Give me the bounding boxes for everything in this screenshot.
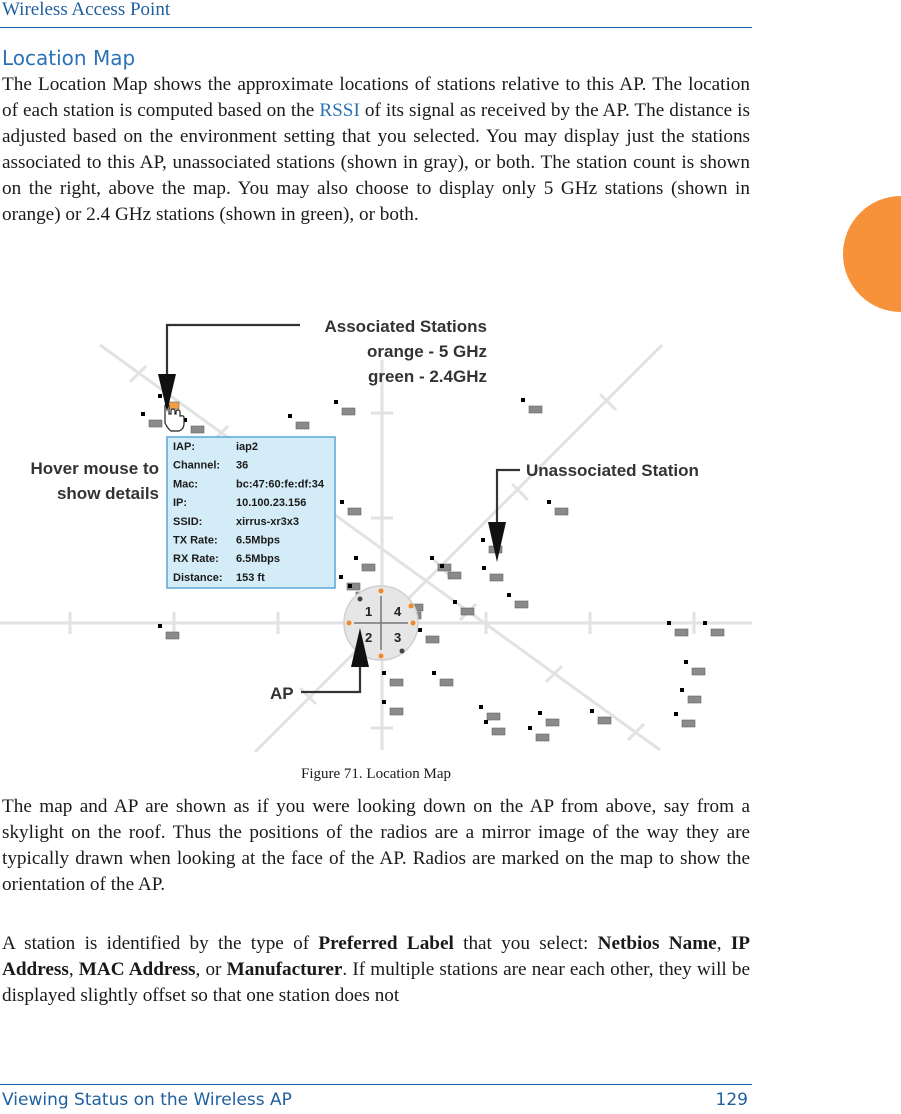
station-dot — [684, 660, 688, 664]
intro-paragraph — [2, 72, 750, 228]
map-orientation-paragraph: The map and AP are shown as if you were looking down on the AP from above, say from a skylight on the roof. Thus the positions of the radios are a mirror image of the way they are typically drawn when looking at the face of the AP. Radios are marked on the map to show the orientation of the AP. — [2, 796, 750, 895]
radio-label-4: 4 — [394, 604, 402, 619]
rssi-link[interactable]: RSSI — [319, 100, 360, 121]
station-dot — [680, 688, 684, 692]
preferred-label-term: Preferred Label — [318, 933, 454, 954]
unassociated-station-icon[interactable] — [448, 572, 461, 579]
intro-text-1: The Location Map shows the approximate locations of stations relative to this AP. The location of each station is computed based on the — [2, 74, 750, 121]
station-dot — [334, 400, 338, 404]
label-text-3: . If multiple stations are near each other, they will be displayed slightly offset so that one station does not — [2, 959, 751, 1006]
unassociated-station-icon[interactable] — [390, 679, 403, 686]
station-dot — [674, 712, 678, 716]
tooltip-value: 10.100.23.156 — [236, 497, 307, 510]
unassociated-station-icon[interactable] — [461, 608, 474, 615]
label-sep-2: , — [68, 959, 79, 980]
tooltip-panel — [167, 437, 335, 588]
station-dot — [382, 671, 386, 675]
station-dot — [158, 624, 162, 628]
section-title: Location Map — [2, 46, 136, 70]
station-dot — [354, 556, 358, 560]
preferred-label-paragraph — [2, 931, 750, 1009]
tooltip-key: IP: — [173, 497, 188, 510]
station-dot — [453, 600, 457, 604]
unassociated-station-icon[interactable] — [529, 406, 542, 413]
station-dot — [590, 709, 594, 713]
station-dot — [547, 500, 551, 504]
unassociated-station-icon[interactable] — [688, 696, 701, 703]
station-dot — [418, 628, 422, 632]
station-dot — [479, 705, 483, 709]
header-rule — [0, 27, 752, 28]
ap-icon[interactable] — [344, 586, 418, 660]
unassociated-station-icon[interactable] — [546, 719, 559, 726]
unassociated-station-icon[interactable] — [490, 574, 503, 581]
chapter-tab-marker — [843, 196, 901, 312]
unassociated-station-icon[interactable] — [348, 508, 361, 515]
figure-caption: Figure 71. Location Map — [301, 766, 451, 782]
station-dot — [521, 398, 525, 402]
tooltip-value: iap2 — [236, 441, 259, 453]
tooltip-key: TX Rate: — [173, 534, 218, 547]
hover-label-line2: show details — [56, 484, 159, 503]
unassociated-station-icon[interactable] — [536, 734, 549, 741]
unassociated-station-icon[interactable] — [692, 668, 705, 675]
associated-stations-label: Associated Stations — [324, 317, 487, 336]
tooltip-value: 36 — [236, 459, 249, 472]
unassociated-station-icon[interactable] — [492, 728, 505, 735]
station-dot — [484, 720, 488, 724]
station-dot — [528, 726, 532, 730]
station-dot — [348, 584, 352, 588]
station-dot — [430, 556, 434, 560]
hover-label-line1: Hover mouse to — [30, 459, 159, 478]
orange-5ghz-label: orange - 5 GHz — [367, 342, 487, 361]
unassociated-station-icon[interactable] — [390, 708, 403, 715]
unassociated-station-icon[interactable] — [515, 601, 528, 608]
station-dot — [382, 700, 386, 704]
label-text-2: that you select: — [453, 933, 598, 954]
tooltip-value: 6.5Mbps — [236, 534, 281, 547]
tooltip-key: Mac: — [173, 478, 199, 491]
tooltip-value: 153 ft — [236, 571, 265, 584]
tooltip-value: xirrus-xr3x3 — [236, 515, 299, 528]
tooltip-key: RX Rate: — [173, 553, 219, 566]
station-dot — [141, 412, 145, 416]
station-dot — [339, 575, 343, 579]
footer-section-title: Viewing Status on the Wireless AP — [2, 1090, 292, 1110]
unassociated-station-icon[interactable] — [149, 420, 162, 427]
tooltip-key: Distance: — [173, 571, 223, 584]
unassociated-station-icon[interactable] — [426, 636, 439, 643]
manufacturer-term: Manufacturer — [226, 959, 343, 980]
green-24ghz-label: green - 2.4GHz — [367, 367, 487, 386]
tooltip-key: IAP: — [173, 441, 195, 453]
footer-rule — [0, 1084, 752, 1085]
station-dot — [482, 566, 486, 570]
station-dot — [288, 414, 292, 418]
station-dot — [158, 394, 162, 398]
tooltip-key: SSID: — [173, 515, 203, 528]
station-dot — [440, 564, 444, 568]
unassociated-station-icon[interactable] — [711, 629, 724, 636]
ip-address-term: IP Address — [2, 933, 750, 980]
intro-text-2: of its signal as received by the AP. The distance is adjusted based on the environment setting that you selected. You may display just the stations associated to this AP, unassociated stations (shown in gray), or both. The station count is shown on the right, above the map. You may also choose to display only 5 GHz stations (shown in orange) or 2.4 GHz stations (shown in green), or both. — [2, 100, 750, 225]
tooltip-value: 6.5Mbps — [236, 553, 281, 566]
station-dot — [481, 538, 485, 542]
location-map-figure — [0, 290, 760, 760]
station-dot — [432, 671, 436, 675]
mac-address-term: MAC Address — [78, 959, 196, 980]
unassociated-station-label: Unassociated Station — [526, 461, 699, 480]
station-dot — [538, 711, 542, 715]
netbios-name-term: Netbios Name — [597, 933, 717, 954]
radio-label-3: 3 — [394, 630, 402, 645]
unassociated-station-icon[interactable] — [166, 632, 179, 639]
unassociated-station-icon[interactable] — [440, 679, 453, 686]
label-text-1: A station is identified by the type of — [2, 933, 319, 954]
radio-label-1: 1 — [365, 604, 373, 619]
unassociated-station-icon[interactable] — [438, 564, 451, 571]
tooltip-key: Channel: — [173, 459, 221, 472]
page-number: 129 — [715, 1090, 748, 1110]
station-dot — [340, 500, 344, 504]
unassociated-station-icon[interactable] — [191, 426, 204, 433]
location-map — [0, 290, 760, 760]
station-dot — [667, 621, 671, 625]
radio-label-2: 2 — [365, 630, 373, 645]
label-sep-3: , or — [195, 959, 227, 980]
unassociated-station-icon[interactable] — [682, 720, 695, 727]
unassociated-station-icon[interactable] — [487, 713, 500, 720]
map-grid — [0, 345, 752, 752]
unassociated-station-icon[interactable] — [296, 422, 309, 429]
station-dot — [507, 593, 511, 597]
label-sep-1: , — [716, 933, 731, 954]
station-dot — [703, 621, 707, 625]
tooltip-value: bc:47:60:fe:df:34 — [236, 478, 325, 491]
unassociated-station-icon[interactable] — [555, 508, 568, 515]
unassociated-station-icon[interactable] — [598, 717, 611, 724]
ap-label: AP — [270, 684, 294, 703]
unassociated-station-icon[interactable] — [675, 629, 688, 636]
running-header: Wireless Access Point — [2, 0, 171, 20]
unassociated-station-icon[interactable] — [362, 564, 375, 571]
unassociated-station-icon[interactable] — [342, 408, 355, 415]
